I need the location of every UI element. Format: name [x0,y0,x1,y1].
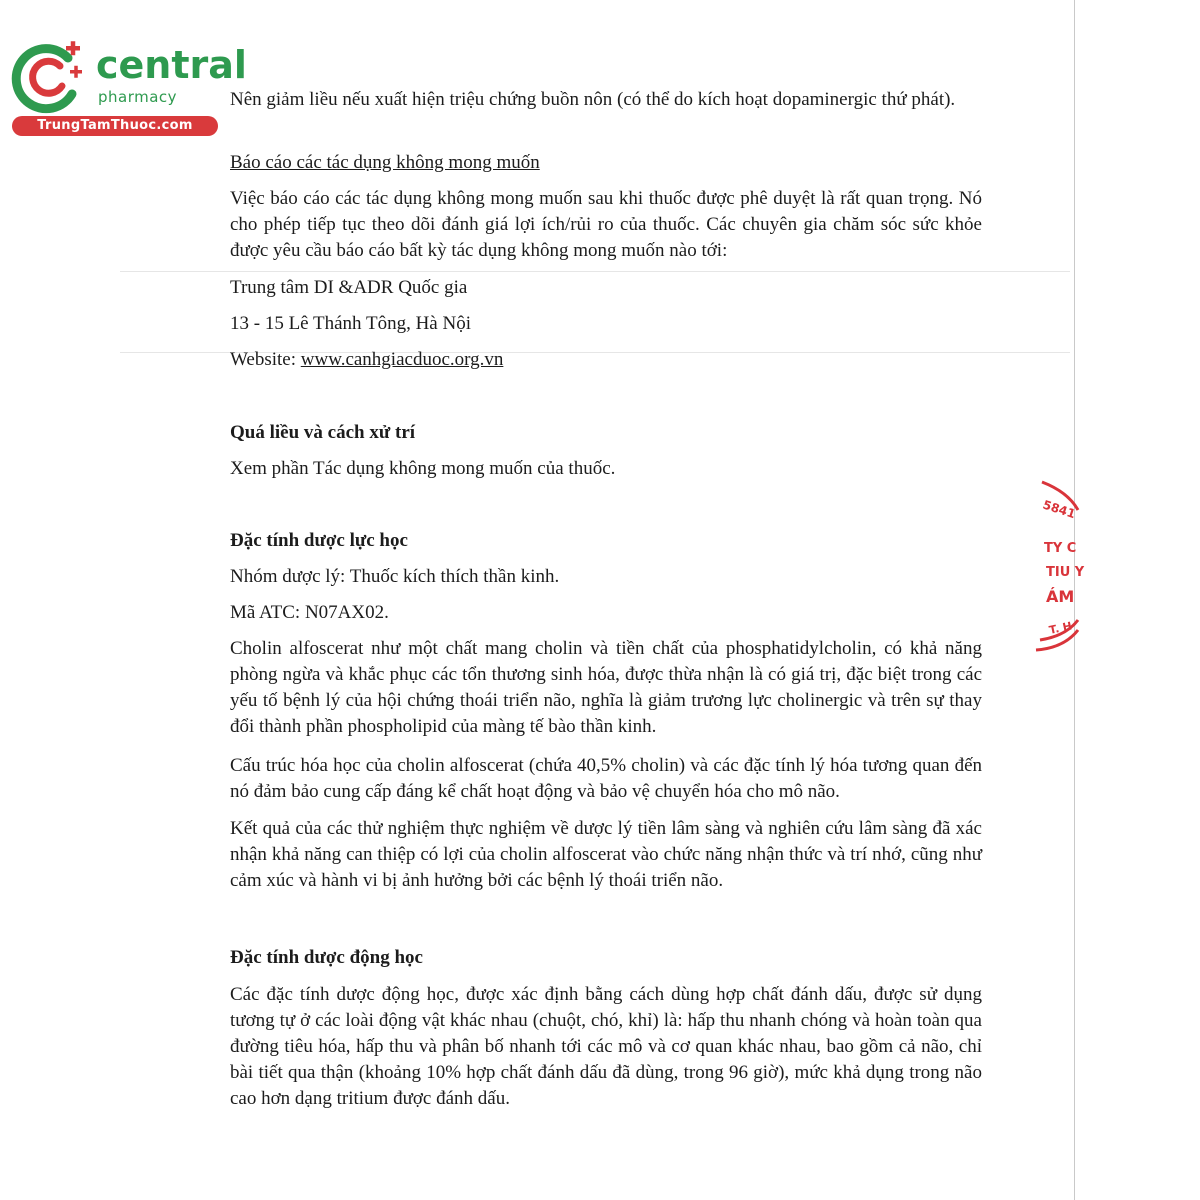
svg-text:ÁM: ÁM [1046,587,1075,606]
paragraph-pk-1: Các đặc tính dược động học, được xác định bằng cách dùng hợp chất đánh dấu, được sử dụng tương tự ở các loài động vật khác nhau (chuột, chó, khỉ) là: hấp thu nhanh chóng và hoàn toàn qua đường tiêu hóa, hấp thu và phân bố nhanh tới các mô và cơ quan khác nhau, bao gồm cả não, chỉ bài tiết qua thận (khoảng 10% hợp chất đánh dấu đã dùng, trong 96 giờ), mức khả dụng trong não cao hơn dạng tritium được đánh dấu. [230,984,982,1109]
svg-text:TY C: TY C [1044,541,1077,556]
heading-report-adverse: Báo cáo các tác dụng không mong muốn [230,152,540,173]
paragraph-pd-2: Cấu trúc hóa học của cholin alfoscerat (chứa 40,5% cholin) và các đặc tính lý hóa tương quan đến nó đảm bảo cung cấp đáng kể chất hoạt động và bảo vệ chuyển hóa cho mô não. [230,755,982,802]
pharmacy-cross-icon [10,36,90,116]
paragraph-nausea: Nên giảm liều nếu xuất hiện triệu chứng buồn nôn (có thể do kích hoạt dopaminergic thứ phát). [230,89,956,110]
heading-pharmacodynamics: Đặc tính dược lực học [230,530,408,551]
red-stamp [1028,470,1085,660]
logo-site-badge: TrungTamThuoc.com [12,116,218,136]
pharmacologic-group: Nhóm dược lý: Thuốc kích thích thần kinh. [230,566,560,587]
central-pharmacy-logo [10,36,247,136]
atc-code: Mã ATC: N07AX02. [230,602,389,623]
website-label: Website: [230,349,301,370]
paragraph-pd-1: Cholin alfoscerat như một chất mang cholin và tiền chất của phosphatidylcholin, có khả năng phòng ngừa và khắc phục các tổn thương sinh hóa, được thừa nhận là có giá trị, đặc biệt trong các yếu tố bệnh lý của hội chứng thoái triển não, nghĩa là giảm trương lực cholinergic và trên sự thay đổi thành phần phospholipid của màng tế bào thần kinh. [230,638,982,737]
heading-overdose: Quá liều và cách xử trí [230,422,416,443]
center-name: Trung tâm DI &ADR Quốc gia [230,277,468,298]
logo-name: central [96,43,247,87]
paragraph-report: Việc báo cáo các tác dụng không mong muốn sau khi thuốc được phê duyệt là rất quan trọng. Nó cho phép tiếp tục theo dõi đánh giá lợi ích/rủi ro của thuốc. Các chuyên gia chăm sóc sức khỏe được yêu cầu báo cáo bất kỳ tác dụng không mong muốn nào tới: [230,188,982,261]
website-link[interactable]: www.canhgiacduoc.org.vn [300,349,504,370]
scan-line [120,271,1070,272]
logo-subtitle: pharmacy [98,88,178,106]
svg-text:TIU Y: TIU Y [1046,565,1085,580]
heading-pharmacokinetics: Đặc tính dược động học [230,947,423,968]
paragraph-pd-3: Kết quả của các thử nghiệm thực nghiệm về dược lý tiền lâm sàng và nghiên cứu lâm sàng đã xác nhận khả năng can thiệp có lợi của cholin alfoscerat vào chức năng nhận thức và trí nhớ, cũng như cảm xúc và hành vi bị ảnh hưởng bởi các bệnh lý thoái triển não. [230,818,982,891]
center-address: 13 - 15 Lê Thánh Tông, Hà Nội [230,313,471,334]
paragraph-overdose: Xem phần Tác dụng không mong muốn của thuốc. [230,458,616,479]
svg-text:T. H: T. H [1047,619,1074,637]
svg-text:5841: 5841 [1041,497,1078,522]
website-line [230,347,982,373]
